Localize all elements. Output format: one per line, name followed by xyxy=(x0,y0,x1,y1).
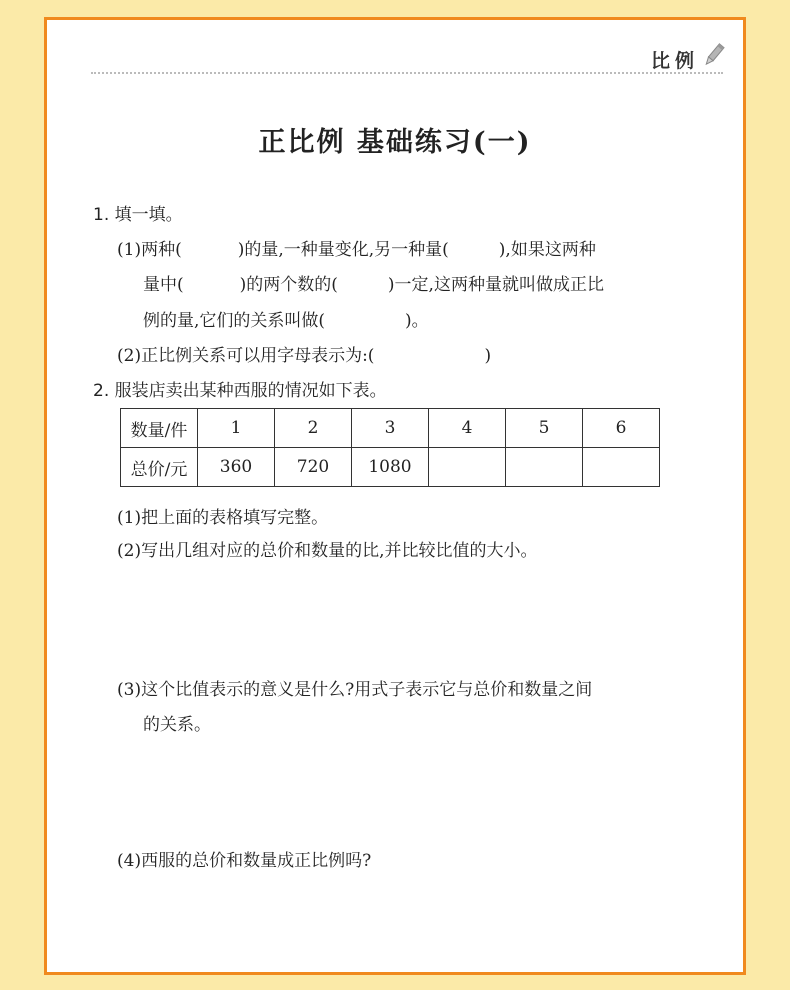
q1-part1-line2 xyxy=(143,274,604,296)
q2-sub3-line1: (3)这个比值表示的意义是什么?用式子表示它与总价和数量之间 xyxy=(117,680,593,700)
table-row xyxy=(121,448,660,487)
q1-p1-text-c: ),如果这两种 xyxy=(498,240,596,260)
sales-table xyxy=(120,408,660,487)
q2-sub2: (2)写出几组对应的总价和数量的比,并比较比值的大小。 xyxy=(117,541,538,561)
table-cell: 3 xyxy=(352,409,429,448)
table-cell: 1080 xyxy=(352,448,429,487)
q1-p1-text-d: 量中( xyxy=(143,275,184,295)
q1-p1-text-a: (1)两种( xyxy=(117,240,182,260)
table-cell: 1 xyxy=(198,409,275,448)
table-cell: 2 xyxy=(275,409,352,448)
q1-p1-text-b: )的量,一种量变化,另一种量( xyxy=(237,240,449,260)
table-cell: 4 xyxy=(429,409,506,448)
q1-part1-line1 xyxy=(117,239,596,261)
page-title: 正比例 基础练习(一) xyxy=(258,127,532,158)
q1-p2-text-b: ) xyxy=(484,346,492,366)
q1-p1-text-e: )的两个数的( xyxy=(239,275,338,295)
q2-sub1: (1)把上面的表格填写完整。 xyxy=(117,508,329,528)
table-cell: 720 xyxy=(275,448,352,487)
section-label: 比例 xyxy=(650,50,699,72)
table-row-label: 数量/件 xyxy=(121,409,198,448)
q2-heading: 2. 服装店卖出某种西服的情况如下表。 xyxy=(93,381,387,401)
pencil-icon xyxy=(703,42,725,68)
table-cell-blank[interactable] xyxy=(583,448,660,487)
worksheet-page xyxy=(44,17,746,975)
table-cell: 5 xyxy=(506,409,583,448)
q1-part1-line3 xyxy=(143,310,429,332)
table-cell: 360 xyxy=(198,448,275,487)
table-cell: 6 xyxy=(583,409,660,448)
q1-p2-text-a: (2)正比例关系可以用字母表示为:( xyxy=(117,346,375,366)
q2-sub3-line2: 的关系。 xyxy=(143,715,211,735)
table-cell-blank[interactable] xyxy=(506,448,583,487)
q2-sub4: (4)西服的总价和数量成正比例吗? xyxy=(117,851,372,871)
q1-heading: 1. 填一填。 xyxy=(93,205,183,225)
q1-p1-text-g: 例的量,它们的关系叫做( xyxy=(143,311,326,331)
table-row xyxy=(121,409,660,448)
q1-part2 xyxy=(117,345,491,367)
q1-p1-text-f: )一定,这两种量就叫做成正比 xyxy=(387,275,604,295)
table-cell-blank[interactable] xyxy=(429,448,506,487)
q1-p1-text-h: )。 xyxy=(405,311,429,331)
header-divider xyxy=(91,72,723,74)
table-row-label: 总价/元 xyxy=(121,448,198,487)
